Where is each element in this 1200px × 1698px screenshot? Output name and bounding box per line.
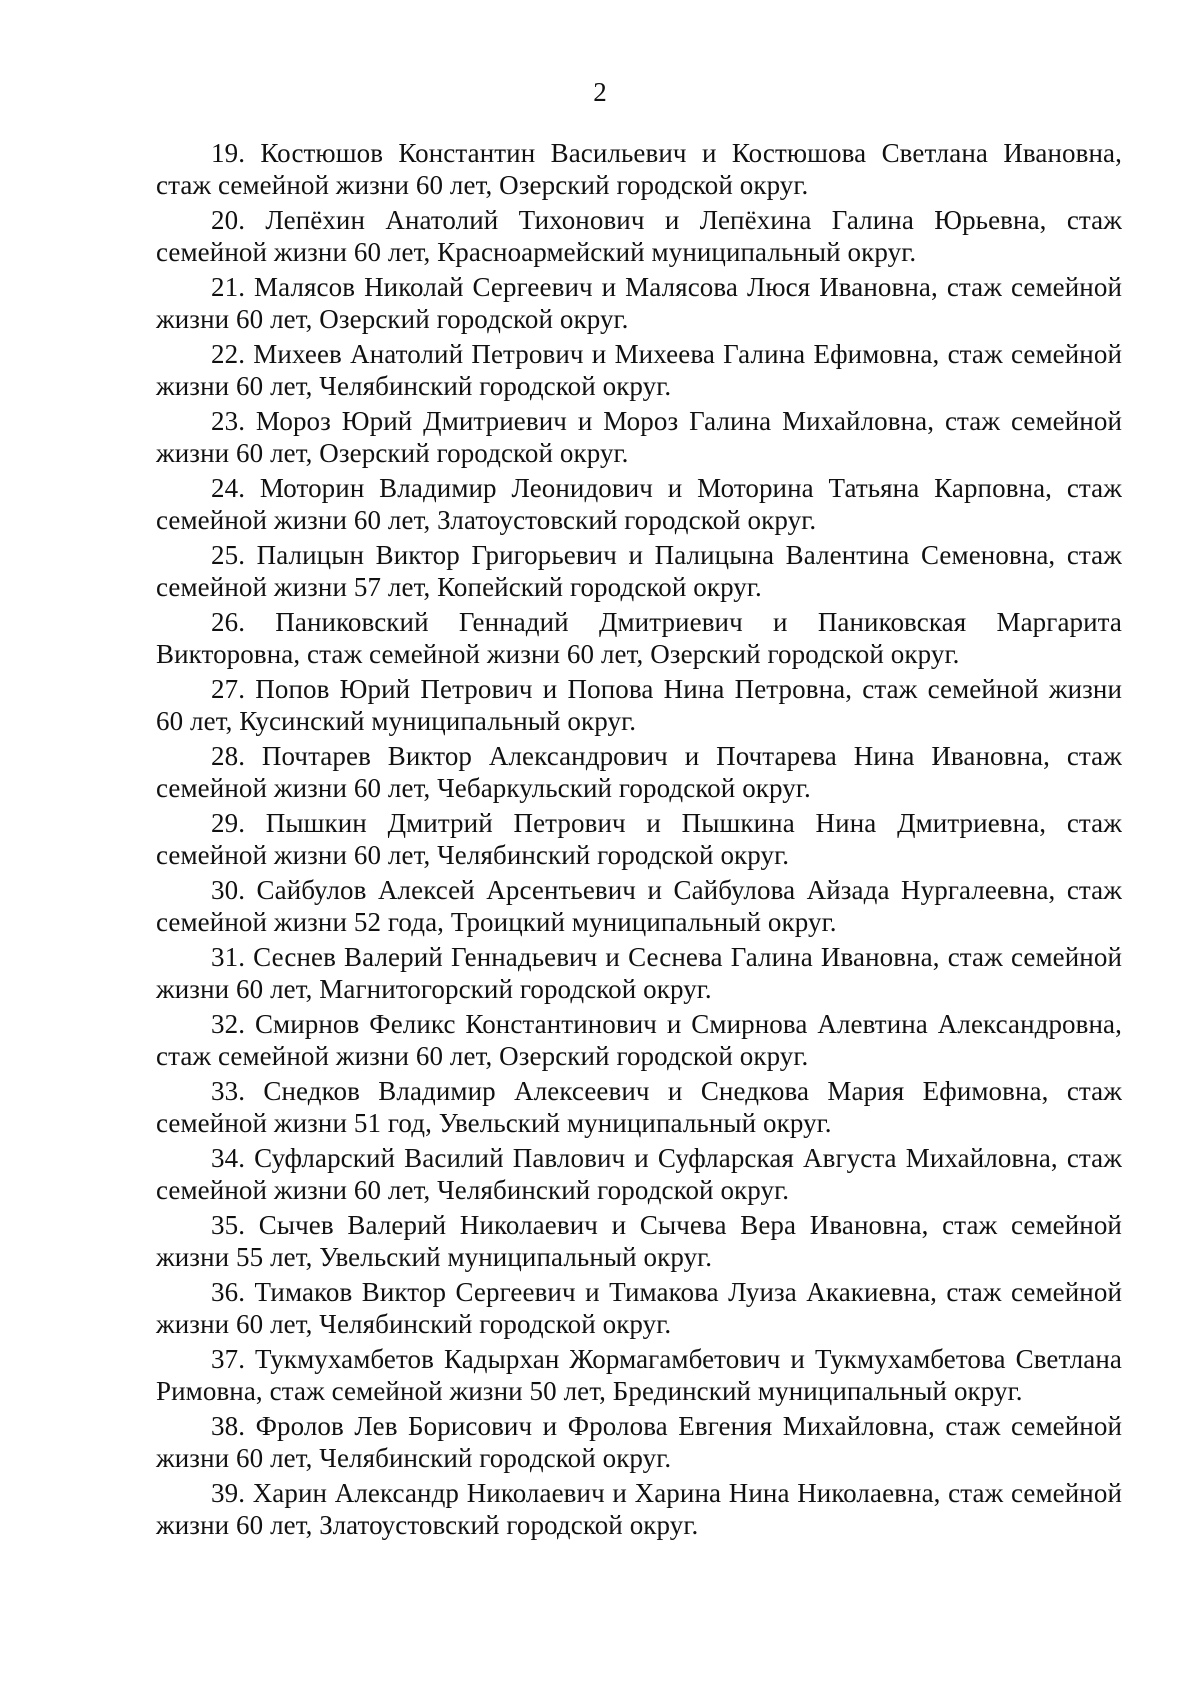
list-item: 25. Палицын Виктор Григорьевич и Палицына Валентина Семеновна, стаж семейной жизни 57 лет, Копейский городской округ. — [156, 540, 1122, 602]
list-item: 33. Снедков Владимир Алексеевич и Снедкова Мария Ефимовна, стаж семейной жизни 51 год, Увельский муниципальный округ. — [156, 1076, 1122, 1138]
list-item: 21. Малясов Николай Сергеевич и Малясова Люся Ивановна, стаж семейной жизни 60 лет, Озерский городской округ. — [156, 272, 1122, 334]
list-item: 22. Михеев Анатолий Петрович и Михеева Галина Ефимовна, стаж семейной жизни 60 лет, Челябинский городской округ. — [156, 339, 1122, 401]
list-item: 37. Тукмухамбетов Кадырхан Жормагамбетович и Тукмухамбетова Светлана Римовна, стаж семейной жизни 50 лет, Брединский муниципальный округ. — [156, 1344, 1122, 1406]
list-item: 34. Суфларский Василий Павлович и Суфларская Августа Михайловна, стаж семейной жизни 60 лет, Челябинский городской округ. — [156, 1143, 1122, 1205]
list-item: 38. Фролов Лев Борисович и Фролова Евгения Михайловна, стаж семейной жизни 60 лет, Челябинский городской округ. — [156, 1411, 1122, 1473]
list-item: 35. Сычев Валерий Николаевич и Сычева Вера Ивановна, стаж семейной жизни 55 лет, Увельский муниципальный округ. — [156, 1210, 1122, 1272]
list-item: 29. Пышкин Дмитрий Петрович и Пышкина Нина Дмитриевна, стаж семейной жизни 60 лет, Челябинский городской округ. — [156, 808, 1122, 870]
list-item: 19. Костюшов Константин Васильевич и Костюшова Светлана Ивановна, стаж семейной жизни 60 лет, Озерский городской округ. — [156, 138, 1122, 200]
list-item: 23. Мороз Юрий Дмитриевич и Мороз Галина Михайловна, стаж семейной жизни 60 лет, Озерский городской округ. — [156, 406, 1122, 468]
list-item: 20. Лепёхин Анатолий Тихонович и Лепёхина Галина Юрьевна, стаж семейной жизни 60 лет, Красноармейский муниципальный округ. — [156, 205, 1122, 267]
list-item: 31. Сеснев Валерий Геннадьевич и Сеснева Галина Ивановна, стаж семейной жизни 60 лет, Магнитогорский городской округ. — [156, 942, 1122, 1004]
list-item: 36. Тимаков Виктор Сергеевич и Тимакова Луиза Акакиевна, стаж семейной жизни 60 лет, Челябинский городской округ. — [156, 1277, 1122, 1339]
list-item: 30. Сайбулов Алексей Арсентьевич и Сайбулова Айзада Нургалеевна, стаж семейной жизни 52 года, Троицкий муниципальный округ. — [156, 875, 1122, 937]
entry-list — [156, 137, 1122, 1544]
page-number: 2 — [593, 77, 607, 107]
list-item: 26. Паниковский Геннадий Дмитриевич и Паниковская Маргарита Викторовна, стаж семейной жизни 60 лет, Озерский городской округ. — [156, 607, 1122, 669]
list-item: 39. Харин Александр Николаевич и Харина Нина Николаевна, стаж семейной жизни 60 лет, Златоустовский городской округ. — [156, 1478, 1122, 1540]
list-item: 28. Почтарев Виктор Александрович и Почтарева Нина Ивановна, стаж семейной жизни 60 лет, Чебаркульский городской округ. — [156, 741, 1122, 803]
list-item: 24. Моторин Владимир Леонидович и Моторина Татьяна Карповна, стаж семейной жизни 60 лет, Златоустовский городской округ. — [156, 473, 1122, 535]
list-item: 32. Смирнов Феликс Константинович и Смирнова Алевтина Александровна, стаж семейной жизни 60 лет, Озерский городской округ. — [156, 1009, 1122, 1071]
list-item: 27. Попов Юрий Петрович и Попова Нина Петровна, стаж семейной жизни 60 лет, Кусинский муниципальный округ. — [156, 674, 1122, 736]
